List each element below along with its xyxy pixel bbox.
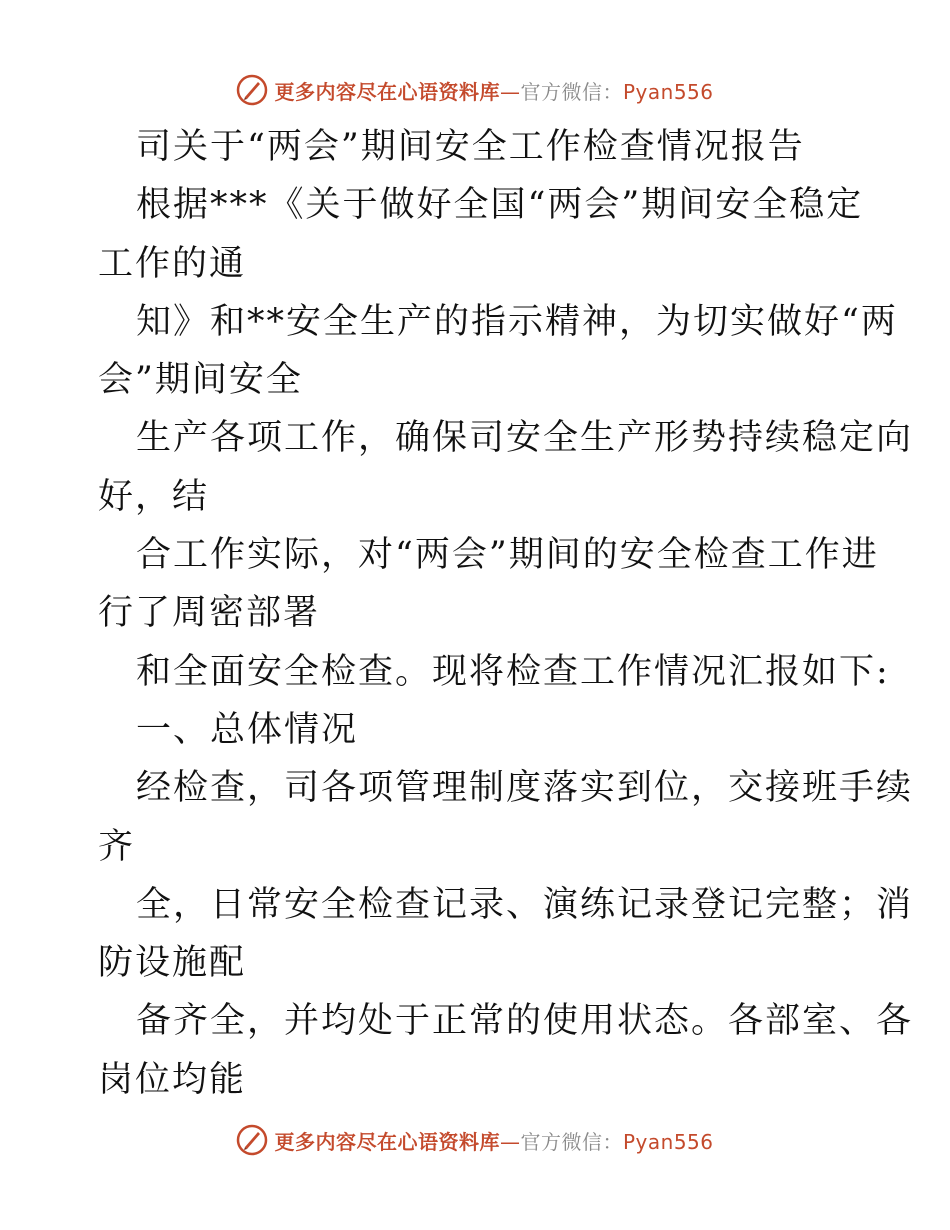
paragraph-line: 齐 (98, 826, 136, 867)
document-body (98, 118, 914, 1109)
banner-label: 官方微信： (520, 79, 623, 104)
paragraph-line: 和全面安全检查。现将检查工作情况汇报如下: (136, 651, 890, 692)
banner-label: 官方微信： (520, 1129, 623, 1154)
paragraph-line: 经检查，司各项管理制度落实到位，交接班手续 (136, 768, 914, 809)
banner-text (274, 1126, 713, 1155)
quill-seal-logo-icon (236, 74, 268, 106)
paragraph-line: 合工作实际，对“两会”期间的安全检查工作进 (136, 535, 879, 576)
footer-banner (0, 1120, 950, 1160)
banner-text (274, 76, 713, 105)
paragraph-line: 备齐全，并均处于正常的使用状态。各部室、各 (136, 1001, 914, 1042)
banner-wechat-id: Pyan556 (622, 1129, 714, 1154)
quill-seal-logo-icon (236, 1124, 268, 1156)
banner-separator: — (499, 1129, 521, 1154)
paragraph-line: 全，日常安全检查记录、演练记录登记完整；消 (136, 884, 914, 925)
paragraph-line: 工作的通 (98, 243, 247, 284)
paragraph-line: 根据***《关于做好全国“两会”期间安全稳定 (136, 185, 864, 226)
paragraph-line: 岗位均能 (98, 1059, 247, 1100)
section-heading: 一、总体情况 (136, 709, 359, 750)
banner-wechat-id: Pyan556 (622, 79, 714, 104)
paragraph-line: 知》和**安全生产的指示精神，为切实做好“两 (136, 301, 898, 342)
paragraph-line: 好，结 (98, 476, 210, 517)
header-banner (0, 70, 950, 110)
banner-main-text: 更多内容尽在心语资料库 (274, 79, 500, 104)
paragraph-line: 会”期间安全 (98, 360, 303, 401)
paragraph-line: 防设施配 (98, 943, 247, 984)
banner-main-text: 更多内容尽在心语资料库 (274, 1129, 500, 1154)
paragraph-line: 生产各项工作，确保司安全生产形势持续稳定向 (136, 418, 914, 459)
paragraph-line: 行了周密部署 (98, 593, 321, 634)
banner-separator: — (499, 79, 521, 104)
doc-title: 司关于“两会”期间安全工作检查情况报告 (136, 127, 805, 167)
